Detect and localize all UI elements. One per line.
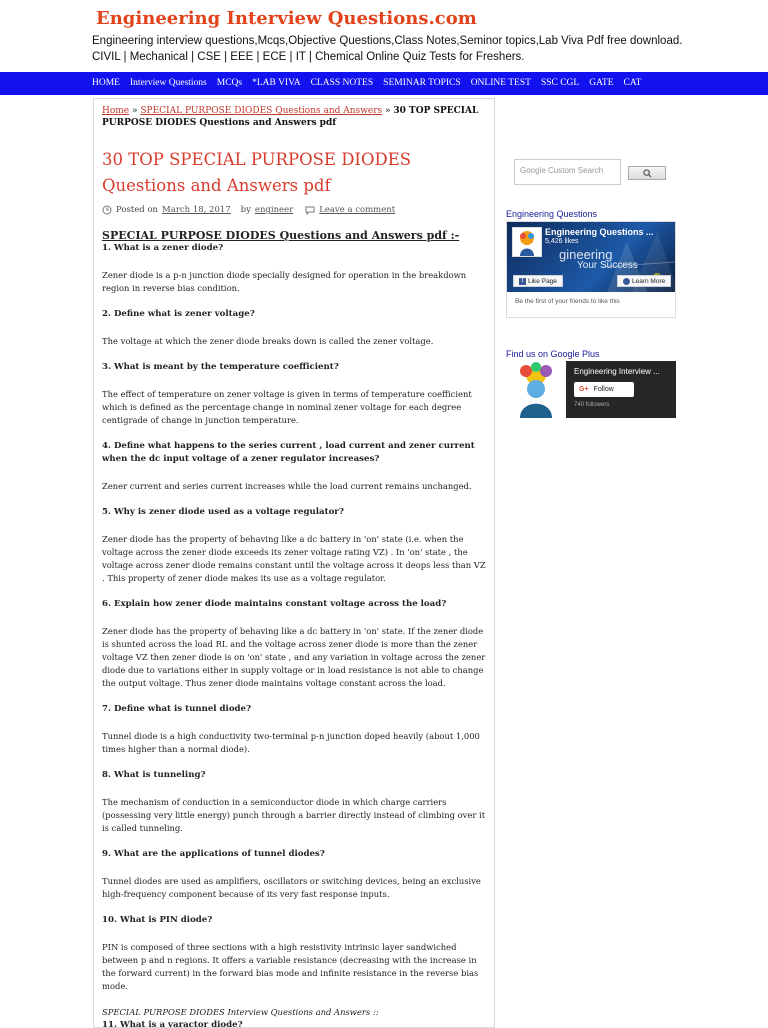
breadcrumb-separator: » <box>382 106 394 116</box>
nav-lab-viva[interactable]: *LAB VIVA <box>252 78 301 88</box>
answer: PIN is composed of three sections with a high resistivity intrinsic layer sandwiched between p and n regions. It offers a variable resistance (decreasing with the increase in the forward current) in the forward bias mode and infinite resistance in the reverse bias mode. <box>102 942 479 991</box>
answer: The voltage at which the zener diode breaks down is called the zener voltage. <box>102 336 434 346</box>
answer: Tunnel diode is a high conductivity two-terminal p-n junction doped heavily (about 1,000 times higher than a normal diode). <box>102 731 480 754</box>
answer: Tunnel diodes are used as amplifiers, oscillators or switching devices, being an exclusive high-frequency component because of its very fast response inputs. <box>102 876 481 899</box>
answer: Zener current and series current increases while the load current remains unchanged. <box>102 481 472 491</box>
nav-seminar-topics[interactable]: SEMINAR TOPICS <box>383 78 461 88</box>
question: 10. What is PIN diode? <box>102 915 213 925</box>
fb-like-count: 5,426 likes <box>545 238 579 245</box>
gp-widget-title: Find us on Google Plus <box>506 349 600 359</box>
question: 3. What is meant by the temperature coefficient? <box>102 362 339 372</box>
question: 6. Explain how zener diode maintains constant voltage across the load? <box>102 599 447 609</box>
breadcrumb-separator: » <box>129 106 141 116</box>
nav-home[interactable]: HOME <box>92 78 120 88</box>
fb-cover-slogan: gineering <box>559 247 613 262</box>
posted-on-label: Posted on <box>116 205 159 215</box>
info-icon <box>623 278 630 285</box>
nav-gate[interactable]: GATE <box>589 78 614 88</box>
article-body <box>102 229 486 1028</box>
gp-follow-button[interactable] <box>574 382 634 397</box>
section-heading: SPECIAL PURPOSE DIODES Questions and Answers pdf :- <box>102 229 460 242</box>
question: 7. Define what is tunnel diode? <box>102 704 252 714</box>
search-icon <box>643 169 652 178</box>
question: 11. What is a varactor diode? <box>102 1020 243 1028</box>
search-button[interactable] <box>628 166 666 180</box>
fb-page-avatar[interactable] <box>512 227 542 257</box>
fb-friends-note: Be the first of your friends to like this <box>515 298 620 305</box>
main-content <box>93 98 495 1028</box>
fb-like-page-label: Like Page <box>528 277 557 285</box>
fb-widget-title: Engineering Questions <box>506 209 598 219</box>
breadcrumb-category-link[interactable]: SPECIAL PURPOSE DIODES Questions and Answers <box>140 106 383 116</box>
fb-page-name[interactable]: Engineering Questions ... <box>545 227 654 237</box>
question: 2. Define what is zener voltage? <box>102 309 255 319</box>
gp-follow-label: Follow <box>593 386 614 393</box>
nav-interview-questions[interactable]: Interview Questions <box>129 78 207 88</box>
post-title-line2: Questions and Answers pdf <box>102 176 331 195</box>
gp-avatar[interactable] <box>506 361 566 418</box>
facebook-icon: f <box>519 278 526 285</box>
nav-ssc-cgl[interactable]: SSC CGL <box>540 78 580 88</box>
answer: The mechanism of conduction in a semiconductor diode in which charge carriers (possessing very little energy) punch through a barrier directly instead of climbing over it is called tunneling. <box>102 797 486 833</box>
fb-cover-slogan-sub: Your Success <box>577 260 638 271</box>
site-title-link[interactable]: Engineering Interview Questions.com <box>96 8 477 29</box>
facebook-page-widget <box>506 221 676 318</box>
fb-learn-more-button[interactable] <box>617 275 671 287</box>
question: 5. Why is zener diode used as a voltage regulator? <box>102 507 344 517</box>
fb-cover-image <box>507 222 675 292</box>
interview-heading: SPECIAL PURPOSE DIODES Interview Questions and Answers :: <box>102 1007 379 1017</box>
fb-like-page-button[interactable] <box>513 275 563 287</box>
by-label: by <box>240 205 251 215</box>
leave-comment-link[interactable]: Leave a comment <box>319 205 396 215</box>
main-navbar <box>0 72 768 95</box>
answer: The effect of temperature on zener voltage is given in terms of temperature coefficient which is defined as the percentage change in nominal zener voltage for each degree centigrade of change in junction temperature. <box>102 389 472 425</box>
breadcrumb-home-link[interactable]: Home <box>102 106 130 116</box>
post-title-line1: 30 TOP SPECIAL PURPOSE DIODES <box>102 150 412 169</box>
question: 4. Define what happens to the series current , load current and zener current when the dc input voltage of a zener regulator increases? <box>102 441 475 464</box>
post-date-link[interactable]: March 18, 2017 <box>162 205 231 215</box>
breadcrumb <box>102 105 486 129</box>
nav-class-notes[interactable]: CLASS NOTES <box>310 78 374 88</box>
answer: Zener diode has the property of behaving like a dc battery in 'on' state. If the zener diode is shunted across the load RL and the voltage across zener diode is more than the zener voltage VZ then zener diode is on 'on' state , and any variation in voltage across the zener diode due to variations either in supply voltage or in load resistance is not able to change the output voltage. Thus zener diode maintains voltage constant across the load. <box>102 626 486 688</box>
fb-learn-more-label: Learn More <box>632 277 666 285</box>
site-header <box>0 0 768 72</box>
site-description: Engineering interview questions,Mcqs,Objective Questions,Class Notes,Seminor topics,Lab Viva Pdf free download. CIVIL | Mechanical | CSE | EEE | ECE | IT | Chemical Online Quiz Tests for Freshers. <box>92 35 683 63</box>
clock-icon <box>102 205 112 215</box>
google-plus-icon: G+ <box>579 386 589 393</box>
author-link[interactable]: engineer <box>254 205 294 215</box>
gp-profile-name[interactable]: Engineering Interview ... <box>574 367 660 376</box>
post-title <box>102 147 486 199</box>
nav-mcqs[interactable]: MCQs <box>216 78 243 88</box>
question: 8. What is tunneling? <box>102 770 206 780</box>
google-plus-widget <box>506 361 676 418</box>
answer: Zener diode has the property of behaving like a dc battery in 'on' state (i.e. when the voltage across the zener diode exceeds its zener voltage rating VZ) . In 'on' state , the voltage across zener diode remains constant until the voltage across it deops less than VZ . This property of zener diode makes its use as a voltage regulator. <box>102 534 486 583</box>
search-input[interactable]: Google Custom Search <box>514 159 621 185</box>
nav-cat[interactable]: CAT <box>623 78 642 88</box>
nav-online-test[interactable]: ONLINE TEST <box>470 78 531 88</box>
question: 9. What are the applications of tunnel diodes? <box>102 849 325 859</box>
breadcrumb-current: 30 TOP SPECIAL PURPOSE DIODES Questions and Answers pdf <box>102 106 479 128</box>
question: 1. What is a zener diode? <box>102 243 224 253</box>
answer: Zener diode is a p-n junction diode specially designed for operation in the breakdown region in reverse bias condition. <box>102 270 467 293</box>
gp-follower-count: 740 followers <box>574 402 610 408</box>
comment-icon <box>305 205 315 215</box>
post-meta <box>102 205 486 215</box>
